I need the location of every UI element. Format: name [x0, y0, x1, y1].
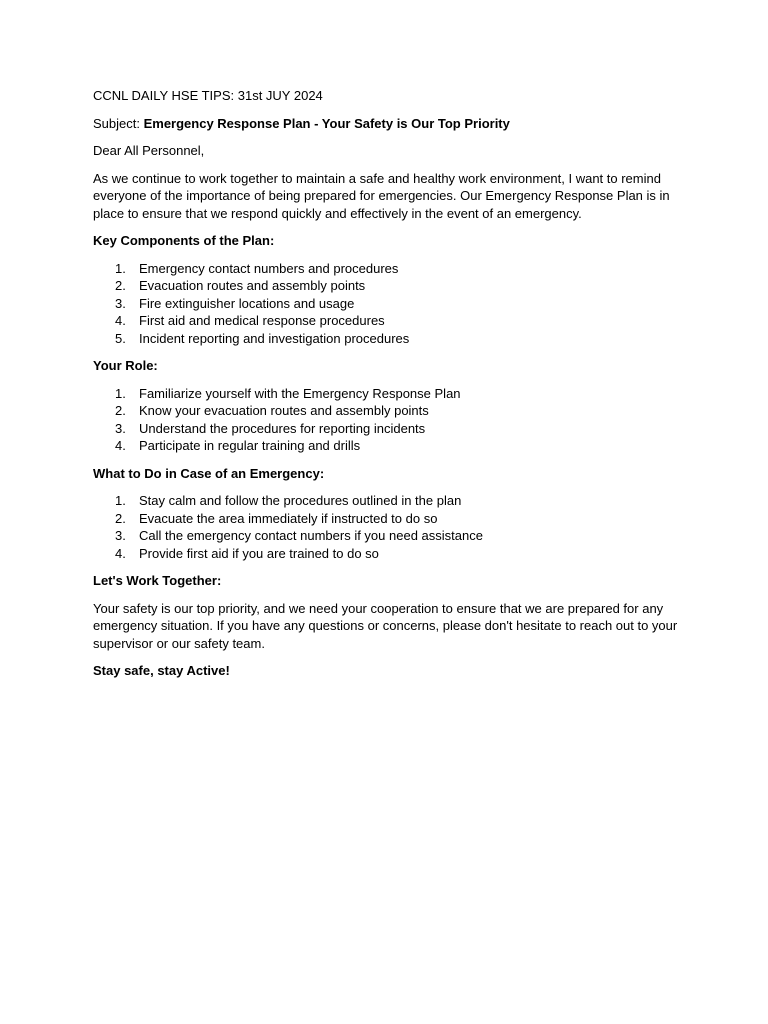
list-item: [93, 492, 683, 510]
list-item-text: Participate in regular training and drills: [139, 438, 361, 453]
subject-line: [93, 115, 683, 133]
list-item-number: 2.: [115, 510, 126, 526]
list-item-text: Understand the procedures for reporting incidents: [139, 420, 426, 436]
document-page: [93, 87, 683, 690]
list-item: [93, 545, 683, 563]
list-item-text: Stay calm and follow the procedures outlined in the plan: [139, 493, 462, 508]
list-item-number: 4.: [115, 313, 126, 328]
list-your-role: [93, 385, 683, 455]
list-item-number: 1.: [115, 260, 126, 276]
list-item-text: Fire extinguisher locations and usage: [139, 295, 355, 311]
list-item: [93, 277, 683, 295]
list-item-number: 3.: [115, 295, 126, 311]
closing-heading: Let's Work Together:: [93, 573, 222, 588]
list-emergency-actions: [93, 492, 683, 562]
list-item-number: 3.: [115, 420, 126, 436]
list-item-number: 1.: [115, 493, 126, 508]
header-line: CCNL DAILY HSE TIPS: 31st JUY 2024: [93, 88, 323, 103]
list-item-text: Evacuation routes and assembly points: [139, 278, 366, 293]
list-item: [93, 330, 683, 348]
list-item: [93, 402, 683, 420]
list-item-number: 5.: [115, 330, 126, 346]
list-item-text: Familiarize yourself with the Emergency Response Plan: [139, 385, 461, 401]
intro-paragraph: As we continue to work together to maintain a safe and healthy work environment, I want to remind everyone of the importance of being prepared for emergencies. Our Emergency Response Plan is in place to ensure that we respond quickly and effectively in the event of an emergency.: [93, 170, 670, 221]
list-item-text: Emergency contact numbers and procedures: [139, 260, 399, 276]
list-item-number: 2.: [115, 403, 126, 418]
section-heading-emergency-actions: What to Do in Case of an Emergency:: [93, 465, 325, 481]
list-item-number: 4.: [115, 545, 126, 561]
list-item: [93, 420, 683, 438]
list-item: [93, 385, 683, 403]
list-item: [93, 260, 683, 278]
closing-paragraph: Your safety is our top priority, and we need your cooperation to ensure that we are prepared for any emergency situation. If you have any questions or concerns, please don't hesitate to reach out to your supervisor or our safety team.: [93, 600, 678, 651]
subject-text: Emergency Response Plan - Your Safety is Our Top Priority: [143, 115, 510, 131]
list-item-number: 3.: [115, 528, 126, 543]
subject-label: Subject:: [93, 115, 144, 131]
section-heading-your-role: Your Role:: [93, 358, 158, 373]
list-key-components: [93, 260, 683, 348]
list-item-text: Call the emergency contact numbers if you need assistance: [139, 528, 483, 543]
list-item: [93, 437, 683, 455]
list-item-text: Know your evacuation routes and assembly points: [139, 403, 429, 418]
list-item: [93, 312, 683, 330]
list-item-number: 4.: [115, 438, 126, 453]
list-item: [93, 295, 683, 313]
list-item-number: 1.: [115, 385, 126, 401]
sign-off: Stay safe, stay Active!: [93, 663, 230, 678]
list-item: [93, 527, 683, 545]
list-item-number: 2.: [115, 278, 126, 293]
list-item-text: Provide first aid if you are trained to do so: [139, 545, 379, 561]
list-item-text: Incident reporting and investigation procedures: [139, 330, 410, 346]
greeting: Dear All Personnel,: [93, 143, 205, 158]
list-item: [93, 510, 683, 528]
list-item-text: Evacuate the area immediately if instructed to do so: [139, 510, 438, 526]
list-item-text: First aid and medical response procedures: [139, 313, 385, 328]
section-heading-key-components: Key Components of the Plan:: [93, 233, 275, 248]
